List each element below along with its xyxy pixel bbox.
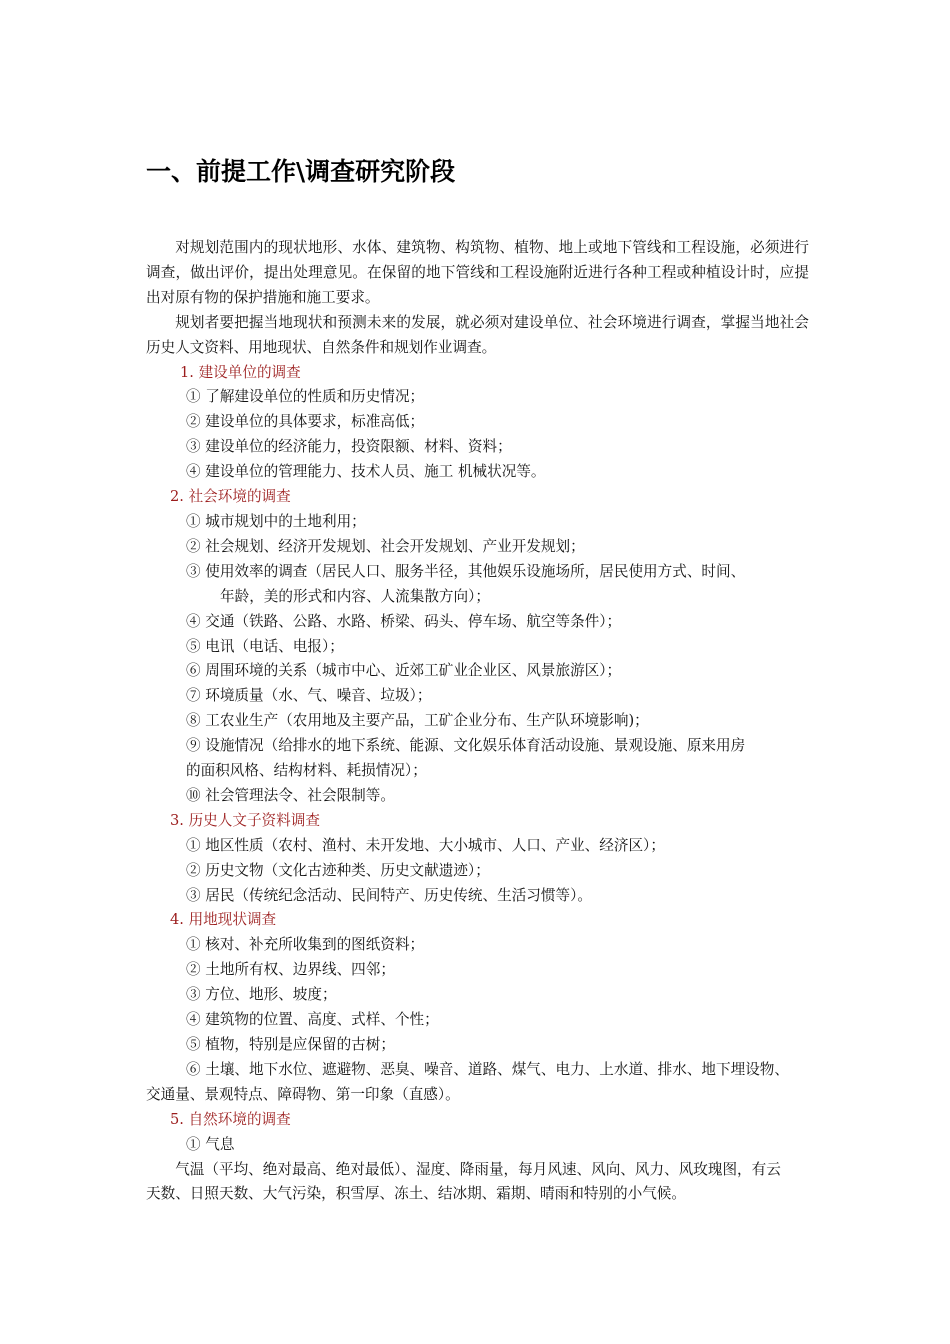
list-item: ① 地区性质（农村、渔村、未开发地、大小城市、人口、产业、经济区）； xyxy=(186,836,665,854)
list-item: ⑥ 土壤、地下水位、遮避物、恶臭、噪音、道路、煤气、电力、上水道、排水、地下埋设物、 xyxy=(186,1060,789,1078)
list-item: ① 了解建设单位的性质和历史情况； xyxy=(186,388,425,406)
list-item: ② 土地所有权、边界线、四邻； xyxy=(186,961,395,979)
list-item: ⑨ 设施情况（给排水的地下系统、能源、文化娱乐体育活动设施、景观设施、原来用房 xyxy=(186,737,746,755)
list-item: ② 历史文物（文化古迹种类、历史文献遗迹）； xyxy=(186,861,490,879)
list-item: ⑤ 植物，特别是应保留的古树； xyxy=(186,1036,395,1053)
intro-paragraph-2: 规划者要把握当地现状和预测未来的发展，就必须对建设单位、社会环境进行调查，掌握当地社会历史人文资料、用地现状、自然条件和规划作业调查。 xyxy=(146,313,809,356)
list-item: ③ 方位、地形、坡度； xyxy=(186,986,337,1004)
list-item: ⑥ 周围环境的关系（城市中心、近郊工矿业企业区、风景旅游区）； xyxy=(186,662,622,680)
list-item: ① 核对、补充所收集到的图纸资料； xyxy=(186,936,425,954)
list-item: ① 气息 xyxy=(186,1135,235,1153)
list-item: ③ 使用效率的调查（居民人口、服务半径，其他娱乐设施场所，居民使用方式、时间、 xyxy=(186,562,746,580)
list-item: ⑧ 工农业生产（农用地及主要产品，工矿企业分布、生产队环境影响)； xyxy=(186,712,649,730)
list-item: ④ 建筑物的位置、高度、式样、个性； xyxy=(186,1011,439,1029)
list-item: ① 城市规划中的土地利用； xyxy=(186,512,366,530)
page-title: 一、前提工作\调查研究阶段 xyxy=(146,157,456,186)
list-item: ③ 建设单位的经济能力，投资限额、材料、资料； xyxy=(186,438,512,456)
list-item: ④ 建设单位的管理能力、技术人员、施工 机械状况等。 xyxy=(186,463,546,481)
list-item: ⑤ 电讯（电话、电报）； xyxy=(186,637,344,655)
closing-line-2: 天数、日照天数、大气污染，积雪厚、冻土、结冰期、霜期、晴雨和特别的小气候。 xyxy=(146,1185,686,1203)
intro-paragraph-1: 对规划范围内的现状地形、水体、建筑物、构筑物、植物、地上或地下管线和工程设施，必须进行调查，做出评价，提出处理意见。在保留的地下管线和工程设施附近进行各种工程或种植设计时，应提出对原有物的保护措施和施工要求。 xyxy=(146,239,809,306)
list-item-continuation: 年龄，美的形式和内容、人流集散方向）； xyxy=(220,587,490,605)
section-heading-4: 4. 用地现状调查 xyxy=(170,911,277,929)
list-item: ④ 交通（铁路、公路、水路、桥梁、码头、停车场、航空等条件）； xyxy=(186,612,622,630)
document-body xyxy=(146,236,809,1207)
section-heading-1: 1. 建设单位的调查 xyxy=(180,363,301,381)
list-item: ② 建设单位的具体要求，标准高低； xyxy=(186,413,425,431)
section-heading-2: 2. 社会环境的调查 xyxy=(170,488,291,506)
list-item: ⑦ 环境质量（水、气、噪音、垃圾）； xyxy=(186,687,432,705)
list-item: ② 社会规划、经济开发规划、社会开发规划、产业开发规划； xyxy=(186,537,585,555)
list-item: ③ 居民（传统纪念活动、民间特产、历史传统、生活习惯等）。 xyxy=(186,886,592,904)
list-item-continuation: 的面积风格、结构材料、耗损情况）； xyxy=(186,762,427,780)
list-item-continuation: 交通量、景观特点、障碍物、第一印象（直感）。 xyxy=(146,1085,460,1103)
section-heading-3: 3. 历史人文子资料调查 xyxy=(170,811,320,829)
closing-line-1: 气温（平均、绝对最高、绝对最低）、湿度、降雨量，每月风速、风向、风力、风玫瑰图，有云 xyxy=(175,1160,781,1178)
list-item: ⑩ 社会管理法令、社会限制等。 xyxy=(186,786,395,804)
section-heading-5: 5. 自然环境的调查 xyxy=(170,1110,291,1128)
